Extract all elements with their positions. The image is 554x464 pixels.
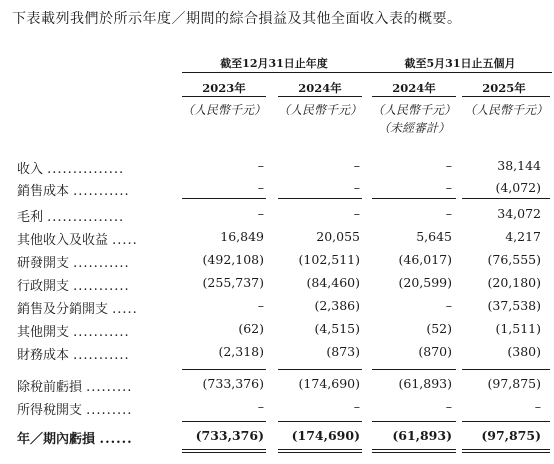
cell-value: (52) bbox=[426, 321, 452, 336]
group-header-five-months: 截至5月31日止五個月 bbox=[404, 57, 516, 70]
year-rule bbox=[182, 96, 266, 97]
cell-value: (733,376) bbox=[202, 376, 264, 391]
subtotal-rule bbox=[372, 369, 456, 370]
year-rule bbox=[278, 96, 362, 97]
cell-value: – bbox=[353, 180, 360, 195]
cell-value: – bbox=[445, 180, 452, 195]
double-underline bbox=[462, 449, 550, 450]
table-row bbox=[0, 158, 554, 180]
cell-value: (870) bbox=[418, 344, 452, 359]
cell-value: – bbox=[257, 298, 264, 313]
group-header-year: 截至12月31日止年度 bbox=[220, 57, 328, 70]
intro-text: 下表載列我們於所示年度／期間的綜合損益及其他全面收入表的概要。 bbox=[12, 11, 462, 27]
row-label: 除稅前虧損 ......... bbox=[17, 380, 133, 395]
double-underline bbox=[278, 449, 362, 450]
double-underline bbox=[462, 452, 550, 453]
cell-value: (97,875) bbox=[487, 376, 541, 391]
cell-value: – bbox=[353, 158, 360, 173]
total-rule bbox=[462, 421, 550, 422]
cell-value: (76,555) bbox=[487, 252, 541, 267]
cell-value: – bbox=[445, 206, 452, 221]
table-row bbox=[0, 344, 554, 366]
column-unit: （人民幣千元） bbox=[463, 103, 548, 117]
table-row bbox=[0, 252, 554, 274]
subtotal-rule bbox=[278, 198, 362, 199]
cell-value: (4,515) bbox=[314, 321, 360, 336]
table-row bbox=[0, 399, 554, 421]
row-label: 行政開支 ........... bbox=[17, 279, 130, 294]
subtotal-rule bbox=[182, 198, 266, 199]
table-row bbox=[0, 206, 554, 228]
cell-value: 16,849 bbox=[220, 229, 264, 244]
row-label: 所得稅開支 ......... bbox=[17, 403, 133, 418]
column-unaudited-note: （未經審計） bbox=[377, 121, 450, 135]
double-underline bbox=[278, 452, 362, 453]
double-underline bbox=[372, 452, 456, 453]
cell-value: (733,376) bbox=[195, 428, 264, 443]
column-unit: （人民幣千元） bbox=[181, 103, 266, 117]
cell-value: (174,690) bbox=[298, 376, 360, 391]
table-row bbox=[0, 376, 554, 398]
row-label: 財務成本 ........... bbox=[17, 348, 130, 363]
cell-value: (61,893) bbox=[398, 376, 452, 391]
group-header-rule bbox=[182, 72, 368, 73]
cell-value: (2,318) bbox=[218, 344, 264, 359]
column-year: 2024年 bbox=[392, 81, 436, 95]
cell-value: (174,690) bbox=[291, 428, 360, 443]
cell-value: (97,875) bbox=[481, 428, 541, 443]
cell-value: (2,386) bbox=[314, 298, 360, 313]
table-row bbox=[0, 229, 554, 251]
row-label: 銷售及分銷開支 ..... bbox=[17, 302, 138, 317]
cell-value: (46,017) bbox=[398, 252, 452, 267]
row-label: 收入 ............... bbox=[17, 162, 125, 177]
cell-value: – bbox=[257, 158, 264, 173]
cell-value: (255,737) bbox=[202, 275, 264, 290]
cell-value: (4,072) bbox=[495, 180, 541, 195]
subtotal-rule bbox=[278, 369, 362, 370]
cell-value: 20,055 bbox=[316, 229, 360, 244]
row-label: 銷售成本 ........... bbox=[17, 184, 130, 199]
cell-value: (380) bbox=[507, 344, 541, 359]
cell-value: – bbox=[257, 206, 264, 221]
cell-value: – bbox=[445, 399, 452, 414]
cell-value: (61,893) bbox=[392, 428, 452, 443]
total-rule bbox=[372, 421, 456, 422]
column-year: 2024年 bbox=[298, 81, 342, 95]
cell-value: 38,144 bbox=[497, 158, 541, 173]
column-year: 2023年 bbox=[202, 81, 246, 95]
row-label: 毛利 ............... bbox=[17, 210, 125, 225]
cell-value: (84,460) bbox=[306, 275, 360, 290]
subtotal-rule bbox=[182, 369, 266, 370]
cell-value: (1,511) bbox=[495, 321, 541, 336]
cell-value: (20,599) bbox=[398, 275, 452, 290]
cell-value: (873) bbox=[326, 344, 360, 359]
cell-value: (20,180) bbox=[487, 275, 541, 290]
subtotal-rule bbox=[462, 369, 550, 370]
table-row bbox=[0, 275, 554, 297]
double-underline bbox=[372, 449, 456, 450]
cell-value: – bbox=[353, 399, 360, 414]
double-underline bbox=[182, 452, 266, 453]
double-underline bbox=[182, 449, 266, 450]
cell-value: – bbox=[353, 206, 360, 221]
cell-value: – bbox=[534, 399, 541, 414]
cell-value: (102,511) bbox=[298, 252, 360, 267]
cell-value: – bbox=[257, 399, 264, 414]
cell-value: 5,645 bbox=[416, 229, 452, 244]
table-row bbox=[0, 298, 554, 320]
cell-value: – bbox=[445, 158, 452, 173]
subtotal-rule bbox=[372, 198, 456, 199]
cell-value: – bbox=[257, 180, 264, 195]
cell-value: 34,072 bbox=[497, 206, 541, 221]
year-rule bbox=[462, 96, 550, 97]
row-label: 年／期內虧損 ...... bbox=[17, 432, 133, 447]
cell-value: (37,538) bbox=[487, 298, 541, 313]
cell-value: 4,217 bbox=[505, 229, 541, 244]
row-label: 其他開支 ........... bbox=[17, 325, 130, 340]
cell-value: (492,108) bbox=[202, 252, 264, 267]
cell-value: – bbox=[445, 298, 452, 313]
total-rule bbox=[278, 421, 362, 422]
column-year: 2025年 bbox=[482, 81, 526, 95]
column-unit: （人民幣千元） bbox=[277, 103, 362, 117]
total-rule bbox=[182, 421, 266, 422]
column-unit: （人民幣千元） bbox=[371, 103, 456, 117]
group-header-rule bbox=[368, 72, 552, 73]
table-row bbox=[0, 321, 554, 343]
cell-value: (62) bbox=[238, 321, 264, 336]
row-label: 其他收入及收益 ..... bbox=[17, 233, 138, 248]
subtotal-rule bbox=[462, 198, 550, 199]
row-label: 研發開支 ........... bbox=[17, 256, 130, 271]
year-rule bbox=[372, 96, 456, 97]
table-row-total bbox=[0, 428, 554, 450]
